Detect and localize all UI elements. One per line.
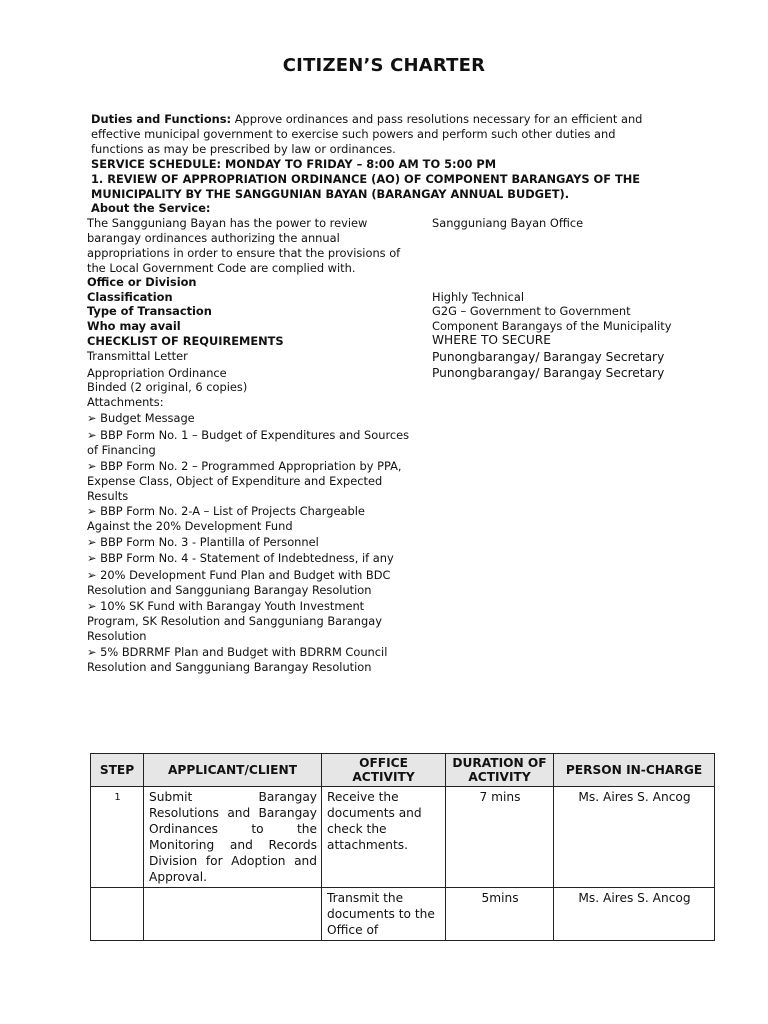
duration: 7 mins: [446, 787, 554, 888]
about-line: The Sangguniang Bayan has the power to review: [87, 216, 368, 230]
attachment-line: ➢ BBP Form No. 4 - Statement of Indebtedness, if any: [87, 551, 394, 565]
office-activity: Receive the documents and check the attachments.: [322, 787, 446, 888]
attachment-line: ➢ BBP Form No. 3 - Plantilla of Personnel: [87, 535, 319, 549]
person-in-charge: Ms. Aires S. Ancog: [554, 787, 715, 888]
who-may-avail-label: Who may avail: [87, 319, 181, 333]
attachment-line: Expense Class, Object of Expenditure and Expected: [87, 474, 383, 488]
column-header-duration: DURATION OF ACTIVITY: [446, 754, 554, 787]
attachment-line: ➢ BBP Form No. 2-A – List of Projects Chargeable: [87, 504, 365, 518]
duties-line-1: [91, 112, 642, 127]
who-may-avail-value: Component Barangays of the Municipality: [432, 319, 672, 333]
duties-text: Approve ordinances and pass resolutions necessary for an efficient and: [234, 112, 643, 126]
duties-line-2: effective municipal government to exercise such powers and perform such other duties and: [91, 127, 616, 141]
attachment-line: Results: [87, 489, 129, 503]
table-row: [91, 888, 715, 941]
classification-label: Classification: [87, 290, 173, 304]
applicant-action: Submit Barangay Resolutions and Barangay Ordinances to the Monitoring and Records Division for Adoption and Approval.: [144, 787, 322, 888]
service-title-line-2: MUNICIPALITY BY THE SANGGUNIAN BAYAN (BARANGAY ANNUAL BUDGET).: [91, 187, 570, 201]
duration: 5mins: [446, 888, 554, 941]
office-value: Sangguniang Bayan Office: [432, 216, 584, 230]
column-header-step: STEP: [91, 754, 144, 787]
table-row: [91, 787, 715, 888]
requirement-name: Appropriation Ordinance: [87, 366, 227, 380]
checklist-label: CHECKLIST OF REQUIREMENTS: [87, 334, 284, 348]
about-line: appropriations in order to ensure that the provisions of: [87, 246, 401, 260]
transaction-type-value: G2G – Government to Government: [432, 304, 631, 318]
service-schedule: SERVICE SCHEDULE: MONDAY TO FRIDAY – 8:00 AM TO 5:00 PM: [91, 157, 497, 171]
table-header-row: [91, 754, 715, 787]
attachment-line: ➢ 20% Development Fund Plan and Budget with BDC: [87, 568, 391, 582]
attachment-line: Resolution: [87, 629, 147, 643]
step-number: 1: [91, 787, 144, 888]
attachment-line: Resolution and Sangguniang Barangay Resolution: [87, 583, 372, 597]
office-activity: Transmit the documents to the Office of: [322, 888, 446, 941]
attachment-line: ➢ 5% BDRRMF Plan and Budget with BDRRM Council: [87, 645, 388, 659]
applicant-action: [144, 888, 322, 941]
attachment-line: ➢ BBP Form No. 1 – Budget of Expenditures and Sources: [87, 428, 410, 442]
attachment-line: Resolution and Sangguniang Barangay Resolution: [87, 660, 372, 674]
step-number: [91, 888, 144, 941]
binded-note: Binded (2 original, 6 copies): [87, 380, 248, 394]
column-header-office-activity: OFFICE ACTIVITY: [322, 754, 446, 787]
column-header-person: PERSON IN-CHARGE: [554, 754, 715, 787]
attachment-line: of Financing: [87, 443, 156, 457]
column-header-applicant: APPLICANT/CLIENT: [144, 754, 322, 787]
person-in-charge: Ms. Aires S. Ancog: [554, 888, 715, 941]
attachment-line: ➢ Budget Message: [87, 411, 195, 425]
duties-label: Duties and Functions:: [91, 112, 232, 126]
about-line: barangay ordinances authorizing the annual: [87, 231, 340, 245]
attachment-line: ➢ 10% SK Fund with Barangay Youth Investment: [87, 599, 365, 613]
office-division-label: Office or Division: [87, 275, 197, 289]
attachment-line: ➢ BBP Form No. 2 – Programmed Appropriation by PPA,: [87, 459, 402, 473]
classification-value: Highly Technical: [432, 290, 525, 304]
page-title: CITIZEN’S CHARTER: [282, 55, 486, 76]
where-to-secure-label: WHERE TO SECURE: [432, 333, 551, 347]
process-steps-table: [90, 753, 715, 941]
transaction-type-label: Type of Transaction: [87, 304, 212, 318]
requirement-where: Punongbarangay/ Barangay Secretary: [432, 366, 665, 380]
requirement-where: Punongbarangay/ Barangay Secretary: [432, 350, 665, 364]
requirement-name: Transmittal Letter: [87, 349, 188, 363]
service-title-line-1: 1. REVIEW OF APPROPRIATION ORDINANCE (AO) OF COMPONENT BARANGAYS OF THE: [91, 172, 641, 186]
attachment-line: Against the 20% Development Fund: [87, 519, 293, 533]
duties-line-3: functions as may be prescribed by law or ordinances.: [91, 142, 396, 156]
about-line: the Local Government Code are complied with.: [87, 261, 356, 275]
attachment-line: Program, SK Resolution and Sangguniang Barangay: [87, 614, 382, 628]
attachments-label: Attachments:: [87, 395, 164, 409]
about-service-label: About the Service:: [91, 201, 211, 215]
